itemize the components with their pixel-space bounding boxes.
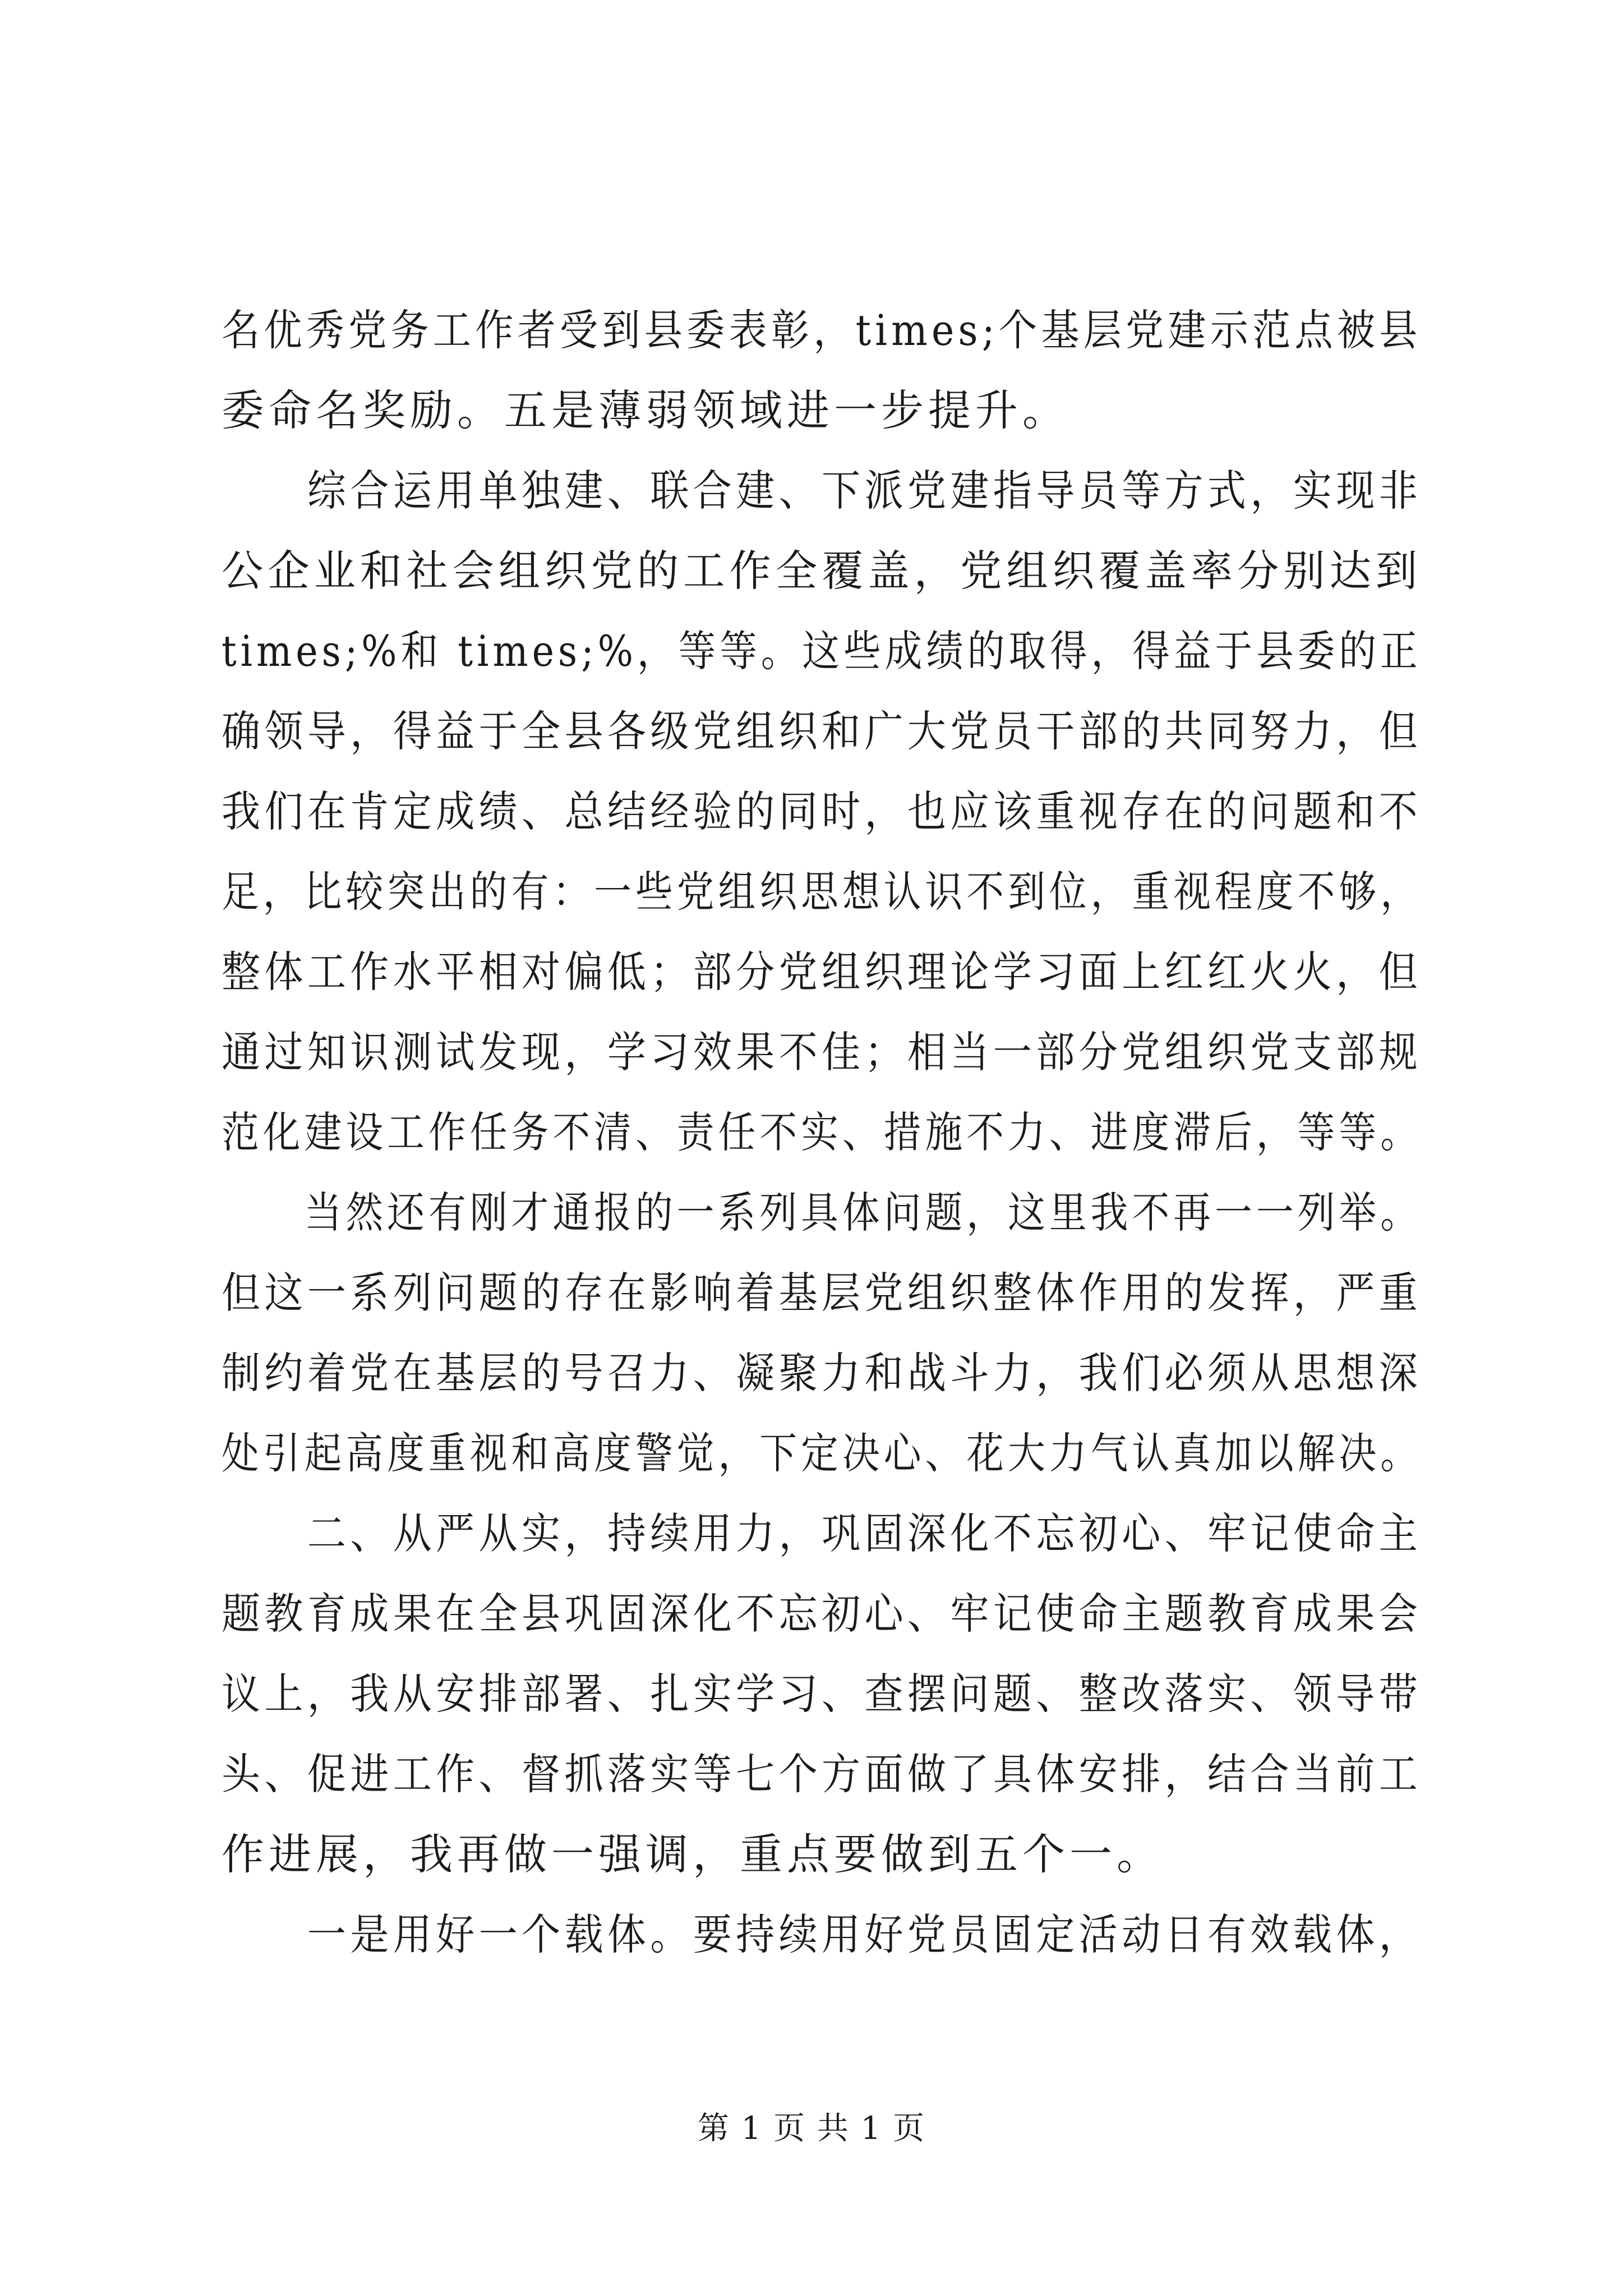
document-body — [222, 290, 1422, 1975]
text-line: 委命名奖励。五是薄弱领域进一步提升。 — [222, 385, 1069, 435]
text-line: 通过知识测试发现，学习效果不佳；相当一部分党组织党支部规 — [222, 1027, 1422, 1077]
text-line: times;%和 times;%，等等。这些成绩的取得，得益于县委的正 — [222, 626, 1422, 676]
text-line: 制约着党在基层的号召力、凝聚力和战斗力，我们必须从思想深 — [222, 1348, 1422, 1398]
text-line: 足，比较突出的有：一些党组织思想认识不到位，重视程度不够， — [222, 867, 1422, 917]
text-line: 范化建设工作任务不清、责任不实、措施不力、进度滞后，等等。 — [222, 1107, 1422, 1157]
text-line: 综合运用单独建、联合建、下派党建指导员等方式，实现非 — [222, 466, 1422, 516]
text-line: 当然还有刚才通报的一系列具体问题，这里我不再一一列举。 — [222, 1188, 1422, 1237]
text-line: 公企业和社会组织党的工作全覆盖，党组织覆盖率分别达到 — [222, 546, 1422, 596]
text-line: 题教育成果在全县巩固深化不忘初心、牢记使命主题教育成果会 — [222, 1589, 1422, 1639]
text-line: 处引起高度重视和高度警觉，下定决心、花大力气认真加以解决。 — [222, 1428, 1422, 1478]
text-line: 二、从严从实，持续用力，巩固深化不忘初心、牢记使命主 — [222, 1508, 1422, 1558]
text-line: 但这一系列问题的存在影响着基层党组织整体作用的发挥，严重 — [222, 1268, 1422, 1318]
page-footer: 第 1 页 共 1 页 — [697, 2110, 926, 2147]
text-line: 名优秀党务工作者受到县委表彰，times;个基层党建示范点被县 — [222, 305, 1422, 355]
text-line: 一是用好一个载体。要持续用好党员固定活动日有效载体， — [222, 1910, 1422, 1959]
text-line: 整体工作水平相对偏低；部分党组织理论学习面上红红火火，但 — [222, 947, 1422, 997]
text-line: 议上，我从安排部署、扎实学习、查摆问题、整改落实、领导带 — [222, 1669, 1422, 1719]
text-line: 头、促进工作、督抓落实等七个方面做了具体安排，结合当前工 — [222, 1749, 1422, 1799]
text-line: 确领导，得益于全县各级党组织和广大党员干部的共同努力，但 — [222, 706, 1422, 756]
text-line: 我们在肯定成绩、总结经验的同时，也应该重视存在的问题和不 — [222, 786, 1422, 836]
text-line: 作进展，我再做一强调，重点要做到五个一。 — [222, 1829, 1164, 1879]
